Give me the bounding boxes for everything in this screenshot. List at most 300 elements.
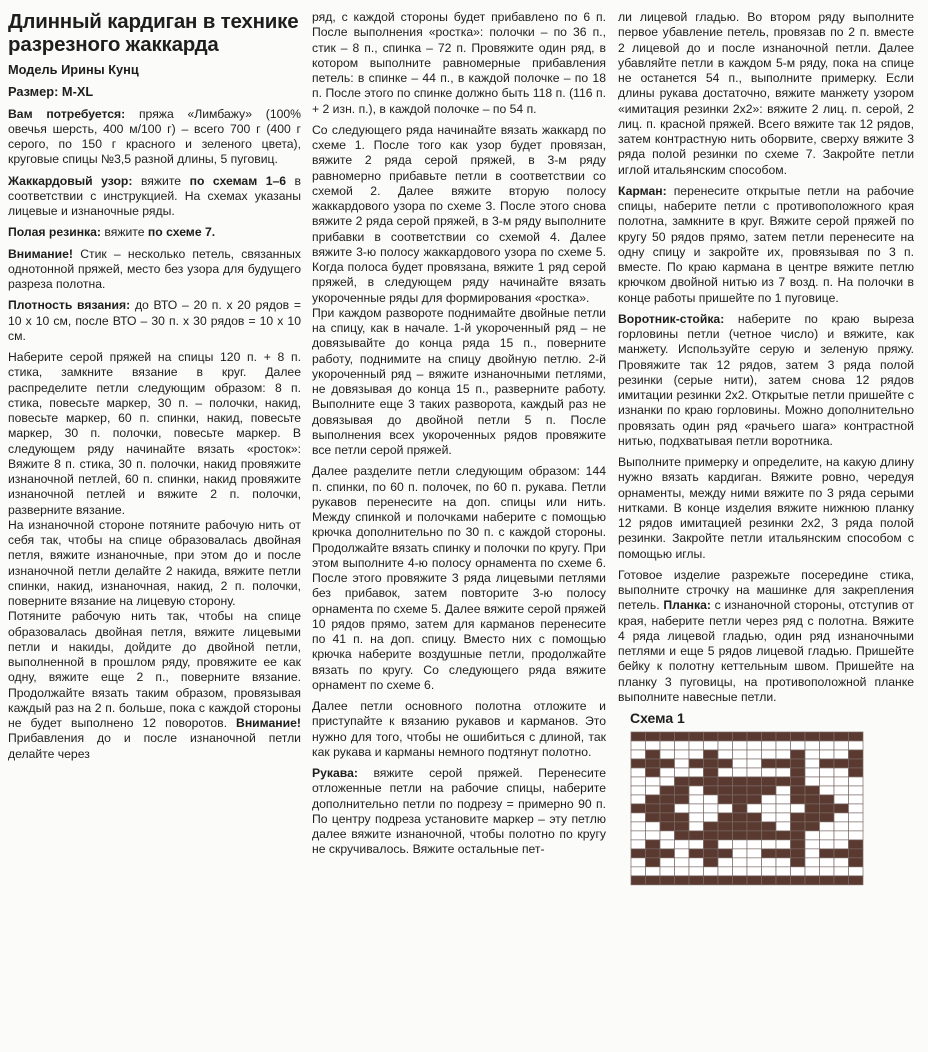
paragraph-label: Воротник-стойка: — [618, 311, 725, 326]
paragraph-text: ли лицевой гладью. Во втором ряду выполните первое убавление петель, провязав по 2 п. вместе 2 лицевой до и после изнаночной петли. Далее убавляйте петли в каждом 5-м ряду, пока на спице не останется 54 п., выполните примерку. Если длины рукава достаточно, вяжите манжету узором «имитация резинки 2х2»: вяжите 2 лиц. п. серой, 2 лиц. п. красной пряжей. Всего вяжите так 12 рядов, затем контрастную нить оборвите, сверху вяжите 3 ряда полой резинки по схеме 7. Закройте петли иглой итальянским способом. — [618, 10, 914, 177]
chart-cell-filled — [762, 876, 777, 885]
chart-cell-empty — [762, 858, 777, 867]
chart-cell-filled — [646, 759, 661, 768]
chart-cell-empty — [834, 777, 849, 786]
chart-cell-empty — [646, 831, 661, 840]
paragraph-text: Далее петли основного полотна отложите и приступайте к вязанию рукавов и карманов. Это нужно для того, чтобы не ошибиться с длиной, так как рукава и карманы немного подтянут полотно. — [312, 699, 606, 759]
chart-cell-filled — [718, 831, 733, 840]
paragraph — [312, 123, 606, 306]
chart-cell-filled — [834, 732, 849, 741]
chart-cell-filled — [805, 876, 820, 885]
chart-cell-empty — [820, 858, 835, 867]
chart-cell-empty — [704, 804, 719, 813]
chart-cell-empty — [718, 768, 733, 777]
chart-cell-empty — [733, 840, 748, 849]
chart-cell-filled — [718, 786, 733, 795]
chart-cell-empty — [834, 858, 849, 867]
chart-cell-empty — [646, 867, 661, 876]
chart-cell-empty — [834, 786, 849, 795]
paragraph-label: Планка: — [663, 598, 711, 613]
chart-cell-empty — [747, 741, 762, 750]
paragraph-label: по схемам 1–6 — [189, 173, 287, 188]
chart-cell-filled — [849, 759, 864, 768]
chart-cell-empty — [776, 786, 791, 795]
chart-cell-empty — [631, 750, 646, 759]
chart-cell-filled — [631, 804, 646, 813]
chart-cell-empty — [704, 741, 719, 750]
chart-cell-filled — [733, 822, 748, 831]
chart-cell-empty — [805, 840, 820, 849]
schema-title: Схема 1 — [630, 710, 685, 726]
schema-grid — [630, 731, 872, 888]
chart-cell-filled — [689, 777, 704, 786]
chart-cell-filled — [675, 777, 690, 786]
chart-cell-empty — [776, 867, 791, 876]
paragraph — [618, 10, 914, 178]
chart-cell-empty — [849, 804, 864, 813]
chart-cell-filled — [660, 804, 675, 813]
chart-cell-empty — [834, 741, 849, 750]
chart-cell-filled — [718, 795, 733, 804]
paragraph-label: по схеме 7. — [147, 225, 216, 240]
chart-cell-filled — [660, 822, 675, 831]
chart-cell-filled — [849, 750, 864, 759]
chart-cell-filled — [704, 822, 719, 831]
chart-cell-empty — [689, 813, 704, 822]
chart-cell-filled — [689, 849, 704, 858]
chart-cell-filled — [646, 813, 661, 822]
chart-cell-filled — [733, 786, 748, 795]
paragraph-label: Внимание! — [8, 246, 73, 261]
chart-cell-empty — [805, 741, 820, 750]
chart-cell-empty — [675, 804, 690, 813]
chart-cell-empty — [776, 741, 791, 750]
article-title: Длинный кардиган в технике разрезного жаккарда — [8, 10, 299, 56]
chart-cell-empty — [631, 768, 646, 777]
chart-cell-filled — [762, 831, 777, 840]
chart-cell-filled — [660, 813, 675, 822]
paragraph-label: Плотность вязания: — [8, 298, 131, 313]
chart-cell-filled — [689, 732, 704, 741]
chart-cell-empty — [776, 840, 791, 849]
chart-cell-empty — [762, 795, 777, 804]
chart-cell-filled — [704, 768, 719, 777]
chart-cell-empty — [631, 777, 646, 786]
chart-cell-filled — [733, 876, 748, 885]
chart-cell-empty — [631, 840, 646, 849]
size-label: Размер: — [8, 84, 59, 100]
chart-cell-filled — [762, 777, 777, 786]
chart-cell-filled — [776, 777, 791, 786]
chart-cell-filled — [646, 849, 661, 858]
chart-cell-empty — [776, 795, 791, 804]
chart-cell-empty — [849, 867, 864, 876]
chart-cell-empty — [849, 813, 864, 822]
paragraph-text: до ВТО – 20 п. х 20 рядов = 10 х 10 см, после ВТО – 30 п. х 30 рядов = 10 х 10 см. — [8, 298, 301, 343]
chart-cell-empty — [791, 741, 806, 750]
chart-cell-filled — [776, 849, 791, 858]
paragraph-text: в соответствии с инструкцией. На схемах указаны лицевые и изнаночные ряды. — [8, 173, 302, 218]
chart-cell-empty — [689, 768, 704, 777]
paragraph-text: Потяните рабочую нить так, чтобы на спице образовалась двойная петля, вяжите лицевыми петли и накиды, дойдите до двойной петли, выполненной в прошлом ряду, провяжите ее как одну, вяжите еще 2 п., поверните вязание. Продолжайте вязать таким образом, провязывая каждый раз на 2 п. больше, пока с каждой стороны не будет выполнено 12 поворотов. — [8, 609, 301, 730]
paragraph — [312, 464, 606, 693]
chart-cell-empty — [820, 831, 835, 840]
chart-cell-empty — [805, 759, 820, 768]
chart-cell-empty — [762, 750, 777, 759]
chart-cell-empty — [776, 858, 791, 867]
chart-cell-filled — [631, 732, 646, 741]
chart-cell-filled — [849, 849, 864, 858]
chart-cell-filled — [849, 858, 864, 867]
author-line: Модель Ирины Кунц — [8, 62, 139, 77]
chart-cell-empty — [805, 777, 820, 786]
column-3 — [618, 10, 914, 888]
chart-cell-empty — [631, 867, 646, 876]
chart-cell-empty — [718, 750, 733, 759]
chart-cell-filled — [660, 759, 675, 768]
chart-cell-empty — [834, 768, 849, 777]
chart-cell-filled — [791, 768, 806, 777]
chart-cell-filled — [834, 876, 849, 885]
column-1 — [8, 10, 301, 762]
chart-cell-empty — [762, 840, 777, 849]
chart-cell-filled — [820, 732, 835, 741]
chart-cell-empty — [791, 867, 806, 876]
chart-cell-filled — [791, 813, 806, 822]
chart-cell-empty — [718, 867, 733, 876]
chart-cell-filled — [776, 831, 791, 840]
chart-cell-filled — [733, 795, 748, 804]
paragraph-text: Со следующего ряда начинайте вязать жаккард по схеме 1. После того как узор будет провязан, вяжите 2 ряда серой пряжей, в 3-м ряду равномерно прибавьте петли в соответствии со схемой 2. Далее вяжите вторую полосу жаккардового узора по схеме 3. После этого снова вяжите 2 ряда серой пряжей, в 3-м ряду выполните прибавки в соответствии со схемой 4. Далее вяжите 3-ю полосу жаккардового узора по схеме 5. Когда полоса будет провязана, вяжите 1 ряд серой пряжей, в следующем ряду начинайте вязать укороченные ряды для формирования «ростка». — [312, 122, 606, 305]
paragraph — [618, 184, 914, 306]
chart-cell-filled — [733, 732, 748, 741]
chart-cell-filled — [805, 732, 820, 741]
paragraph-text: с изнаночной стороны, отступив от края, наберите петли через ряд с полотна. Вяжите 4 ряда лицевой гладью, один ряд изнаночными петлями и еще 5 рядов лицевой гладью. Пришейте бейку к полотну кеттельным швом. Пришейте на планку 3 пуговицы, на противоположной планке выполните навесные петли. — [618, 598, 914, 704]
chart-cell-empty — [762, 768, 777, 777]
chart-cell-filled — [631, 876, 646, 885]
chart-cell-empty — [733, 741, 748, 750]
chart-cell-empty — [820, 840, 835, 849]
chart-cell-empty — [747, 750, 762, 759]
chart-cell-empty — [689, 750, 704, 759]
chart-cell-filled — [704, 840, 719, 849]
chart-cell-empty — [733, 858, 748, 867]
chart-cell-filled — [704, 849, 719, 858]
chart-cell-empty — [733, 759, 748, 768]
chart-cell-empty — [762, 867, 777, 876]
paragraph-text: наберите по краю выреза горловины петли (четное число) и вяжите, как манжету. Используйте серую и зеленую пряжу. Провяжите так 12 рядов, затем 3 ряда полой резинки (серые нити), затем снова 12 рядов имитации резинки 2х2. Открытые петли пришейте с изнанки по краю горловины. Можно дополнительно провязать один ряд «рачьего шага» контрастной нитью, подхватывая петли воротника. — [618, 311, 914, 448]
chart-cell-filled — [776, 732, 791, 741]
paragraph — [8, 174, 301, 220]
chart-cell-empty — [776, 804, 791, 813]
chart-cell-empty — [747, 858, 762, 867]
chart-cell-empty — [689, 858, 704, 867]
chart-cell-empty — [834, 831, 849, 840]
chart-cell-empty — [733, 768, 748, 777]
chart-cell-filled — [646, 858, 661, 867]
chart-cell-filled — [733, 777, 748, 786]
chart-cell-filled — [805, 795, 820, 804]
chart-cell-empty — [747, 849, 762, 858]
chart-cell-empty — [805, 858, 820, 867]
chart-cell-filled — [791, 831, 806, 840]
chart-cell-empty — [631, 786, 646, 795]
chart-cell-empty — [718, 804, 733, 813]
chart-cell-empty — [631, 795, 646, 804]
chart-cell-filled — [660, 732, 675, 741]
chart-cell-filled — [820, 876, 835, 885]
paragraph-text: вяжите — [140, 173, 182, 188]
chart-cell-empty — [820, 768, 835, 777]
chart-cell-filled — [762, 786, 777, 795]
chart-cell-filled — [805, 822, 820, 831]
chart-cell-filled — [805, 813, 820, 822]
chart-cell-filled — [660, 786, 675, 795]
chart-cell-empty — [675, 750, 690, 759]
paragraph-label: Рукава: — [312, 766, 358, 780]
chart-cell-filled — [747, 876, 762, 885]
chart-cell-empty — [631, 831, 646, 840]
chart-cell-filled — [849, 876, 864, 885]
chart-cell-filled — [762, 822, 777, 831]
chart-cell-filled — [820, 849, 835, 858]
chart-cell-filled — [747, 822, 762, 831]
paragraph — [8, 350, 301, 518]
chart-cell-filled — [675, 732, 690, 741]
chart-cell-filled — [689, 831, 704, 840]
chart-cell-empty — [689, 804, 704, 813]
chart-cell-empty — [689, 840, 704, 849]
chart-cell-filled — [791, 840, 806, 849]
chart-cell-filled — [820, 804, 835, 813]
chart-cell-filled — [791, 795, 806, 804]
chart-cell-filled — [762, 849, 777, 858]
chart-cell-empty — [762, 804, 777, 813]
chart-cell-empty — [834, 822, 849, 831]
size-line — [8, 84, 301, 99]
chart-cell-empty — [631, 741, 646, 750]
chart-cell-filled — [675, 795, 690, 804]
chart-cell-filled — [791, 759, 806, 768]
chart-cell-empty — [776, 813, 791, 822]
chart-cell-empty — [805, 768, 820, 777]
chart-cell-empty — [805, 849, 820, 858]
chart-cell-filled — [791, 750, 806, 759]
chart-cell-filled — [704, 786, 719, 795]
paragraph-label: Карман: — [618, 183, 667, 198]
chart-cell-empty — [718, 741, 733, 750]
chart-cell-filled — [718, 813, 733, 822]
chart-cell-empty — [747, 759, 762, 768]
chart-cell-empty — [675, 768, 690, 777]
chart-cell-empty — [747, 804, 762, 813]
chart-cell-filled — [834, 804, 849, 813]
paragraph — [8, 298, 301, 344]
chart-cell-filled — [631, 759, 646, 768]
chart-cell-empty — [660, 777, 675, 786]
chart-cell-empty — [849, 795, 864, 804]
chart-cell-filled — [675, 813, 690, 822]
paragraph-text: вяжите серой пряжей. Перенесите отложенные петли на рабочие спицы, наберите дополнительно петли по подрезу = примерно 90 п. По центру подреза установите маркер – эту петлю далее вяжите изнаночной, чтобы полотно по кругу не скручивалось. Вяжите остальные пет- — [312, 766, 606, 857]
chart-cell-filled — [820, 813, 835, 822]
chart-cell-filled — [791, 858, 806, 867]
chart-cell-filled — [747, 786, 762, 795]
chart-cell-filled — [791, 777, 806, 786]
paragraph — [8, 107, 301, 168]
chart-cell-empty — [689, 786, 704, 795]
chart-cell-empty — [646, 777, 661, 786]
chart-cell-empty — [646, 786, 661, 795]
chart-cell-empty — [820, 786, 835, 795]
paragraph-text: вяжите — [104, 225, 145, 240]
chart-cell-empty — [689, 822, 704, 831]
chart-cell-empty — [762, 813, 777, 822]
schema-block — [618, 711, 914, 888]
chart-cell-empty — [820, 750, 835, 759]
paragraph — [8, 518, 301, 610]
chart-cell-filled — [646, 840, 661, 849]
paragraph — [312, 306, 606, 459]
chart-cell-empty — [820, 777, 835, 786]
chart-cell-empty — [660, 768, 675, 777]
chart-cell-empty — [660, 858, 675, 867]
chart-cell-filled — [718, 777, 733, 786]
chart-cell-empty — [791, 804, 806, 813]
column-2 — [312, 10, 606, 864]
chart-cell-empty — [660, 831, 675, 840]
chart-cell-filled — [675, 786, 690, 795]
chart-cell-empty — [849, 786, 864, 795]
chart-cell-empty — [718, 840, 733, 849]
paragraph-label: Вам потребуется: — [8, 106, 126, 121]
chart-cell-empty — [689, 741, 704, 750]
chart-cell-filled — [646, 795, 661, 804]
chart-cell-empty — [776, 768, 791, 777]
chart-cell-filled — [646, 876, 661, 885]
chart-cell-filled — [791, 786, 806, 795]
chart-cell-filled — [718, 849, 733, 858]
chart-cell-empty — [747, 840, 762, 849]
chart-cell-filled — [646, 732, 661, 741]
chart-cell-filled — [660, 876, 675, 885]
chart-cell-filled — [675, 876, 690, 885]
chart-cell-filled — [834, 759, 849, 768]
chart-cell-empty — [834, 867, 849, 876]
chart-cell-empty — [805, 831, 820, 840]
paragraph-text: При каждом развороте поднимайте двойные петли на спицу, как в начале. 1-й укороченный ряд – не довязывайте до конца ряда 15 п., поверните работу, поднимите на спицу двойную петлю. 2-й укороченный ряд – вяжите изнаночными петлями, не довязывая до конца 15 п., разверните работу. Выполните еще 3 таких разворота, каждый раз не довязывая до двойной петли 5 п. После выполнения всех укороченных рядов провяжите все петли серой пряжей. — [312, 305, 606, 457]
chart-cell-empty — [834, 750, 849, 759]
chart-cell-empty — [689, 795, 704, 804]
chart-cell-empty — [820, 822, 835, 831]
chart-cell-filled — [704, 831, 719, 840]
paragraph-text: Далее разделите петли следующим образом: 144 п. спинки, по 60 п. полочек, по 60 п. рукава. Петли рукавов перенесите на доп. спицы или нить. Между спинкой и полочками наберите с помощью крючка дополнительно по 30 п. с каждой стороны. Продолжайте вязать спинку и полочки по кругу. При этом выполните 4-ю полосу орнамента по схеме 6. После этого провяжите 3 ряда лицевыми петлями без прибавок, затем повторите 3-ю полосу орнамента по схеме 5. Далее вяжите серой пряжей 10 рядов прямо, затем для карманов перенесите по 41 п. на доп. спицу. Вместо них с помощью крючка наберите воздушные петли, продолжайте вязать по кругу. Со следующего ряда вяжите орнамент по схеме 6. — [312, 464, 606, 692]
paragraph-label: Жаккардовый узор: — [8, 173, 133, 188]
chart-cell-empty — [631, 822, 646, 831]
chart-cell-empty — [704, 867, 719, 876]
paragraph — [312, 699, 606, 760]
chart-cell-filled — [747, 813, 762, 822]
chart-cell-empty — [834, 840, 849, 849]
paragraph-text: На изнаночной стороне потяните рабочую нить от себя так, чтобы на спице образовалась двойная петля, вяжите изнаночные, при этом до и после изнаночной петли делайте 2 накида, вяжите петли спинки, накид, изнаночная, накид, 2 п. полочки, поверните вязание на лицевую сторону. — [8, 517, 301, 608]
chart-cell-filled — [704, 759, 719, 768]
paragraph — [312, 10, 606, 117]
chart-cell-filled — [646, 750, 661, 759]
chart-cell-empty — [631, 858, 646, 867]
paragraph — [618, 455, 914, 562]
chart-cell-filled — [834, 849, 849, 858]
chart-cell-empty — [675, 741, 690, 750]
chart-cell-empty — [849, 741, 864, 750]
paragraph — [8, 247, 301, 293]
paragraph-text: пряжа «Лимбажу» (100% овечья шерсть, 400 м/100 г) – всего 700 г (400 г серого, по 150 г красного и зеленого цвета), круговые спицы №3,5 разной длины, 5 пуговиц. — [8, 106, 302, 167]
chart-cell-empty — [675, 849, 690, 858]
paragraph-text: Готовое изделие разрежьте посередине стика, выполните строчку на машинке для закрепления петель. — [618, 567, 914, 613]
chart-cell-filled — [689, 876, 704, 885]
chart-cell-filled — [733, 804, 748, 813]
chart-cell-filled — [747, 777, 762, 786]
chart-cell-empty — [718, 858, 733, 867]
chart-cell-filled — [747, 795, 762, 804]
chart-cell-filled — [718, 732, 733, 741]
chart-cell-empty — [849, 822, 864, 831]
chart-cell-filled — [718, 759, 733, 768]
chart-cell-filled — [660, 795, 675, 804]
paragraph-text: Выполните примерку и определите, на какую длину нужно вязать кардиган. Вяжите ровно, чередуя орнаменты, между ними вяжите по 3 ряда серыми нитками. В конце изделия вяжите нижнюю планку 12 рядов имитацией резинки 2х2, 3 ряда полой резинки. Закройте петли итальянским способом с помощью иглы. — [618, 455, 914, 561]
chart-cell-empty — [675, 840, 690, 849]
chart-cell-filled — [762, 732, 777, 741]
chart-cell-filled — [849, 732, 864, 741]
chart-cell-empty — [660, 840, 675, 849]
chart-cell-empty — [631, 813, 646, 822]
chart-cell-empty — [834, 813, 849, 822]
chart-cell-empty — [776, 750, 791, 759]
paragraph — [312, 766, 606, 858]
chart-cell-filled — [791, 849, 806, 858]
chart-cell-empty — [849, 777, 864, 786]
chart-cell-filled — [820, 759, 835, 768]
chart-cell-filled — [791, 732, 806, 741]
chart-cell-filled — [733, 831, 748, 840]
paragraph — [8, 225, 301, 240]
chart-cell-empty — [646, 822, 661, 831]
chart-cell-filled — [646, 768, 661, 777]
chart-cell-empty — [820, 867, 835, 876]
chart-cell-empty — [704, 795, 719, 804]
chart-cell-filled — [689, 759, 704, 768]
paragraph-text: Наберите серой пряжей на спицы 120 п. + 8 п. стика, замкните вязание в круг. Далее распределите петли следующим образом: 8 п. стика, повесьте маркер, 30 п. – полочки, накид, повесьте маркер, 60 п. спинки, накид, повесьте маркер, 30 п. полочки, повесьте маркер. В следующем ряду начинайте вязать «росток»: Вяжите 8 п. стика, 30 п. полочки, накид провяжите изнаночной петлей, 60 п. спинки, накид провяжите изнаночной петлей и вяжите 2 п. полочки, разверните вязание. — [8, 350, 301, 517]
chart-cell-empty — [820, 741, 835, 750]
paragraph-text: ряд, с каждой стороны будет прибавлено по 6 п. После выполнения «ростка»: полочки – по 36 п., стик – 8 п., спинка – 72 п. Провяжите один ряд, в котором выполните равномерные прибавления петель: в спинке – 44 п., в каждой полочке – по 18 п. После этого по спинке должно быть 118 п. (116 п. + 2 изн. п.), в каждой полочке – по 54 п. — [312, 10, 606, 116]
chart-cell-empty — [747, 768, 762, 777]
chart-cell-filled — [631, 849, 646, 858]
chart-cell-filled — [747, 732, 762, 741]
chart-cell-filled — [646, 804, 661, 813]
chart-cell-filled — [733, 813, 748, 822]
chart-cell-filled — [849, 840, 864, 849]
paragraph — [8, 609, 301, 762]
chart-cell-empty — [747, 867, 762, 876]
chart-cell-filled — [762, 759, 777, 768]
chart-cell-empty — [646, 741, 661, 750]
chart-cell-empty — [660, 750, 675, 759]
size-value: M-XL — [61, 84, 94, 100]
chart-cell-filled — [776, 876, 791, 885]
paragraph-label: Внимание! — [236, 716, 301, 730]
chart-cell-empty — [675, 759, 690, 768]
chart-cell-filled — [675, 822, 690, 831]
chart-cell-filled — [791, 876, 806, 885]
chart-cell-filled — [704, 750, 719, 759]
